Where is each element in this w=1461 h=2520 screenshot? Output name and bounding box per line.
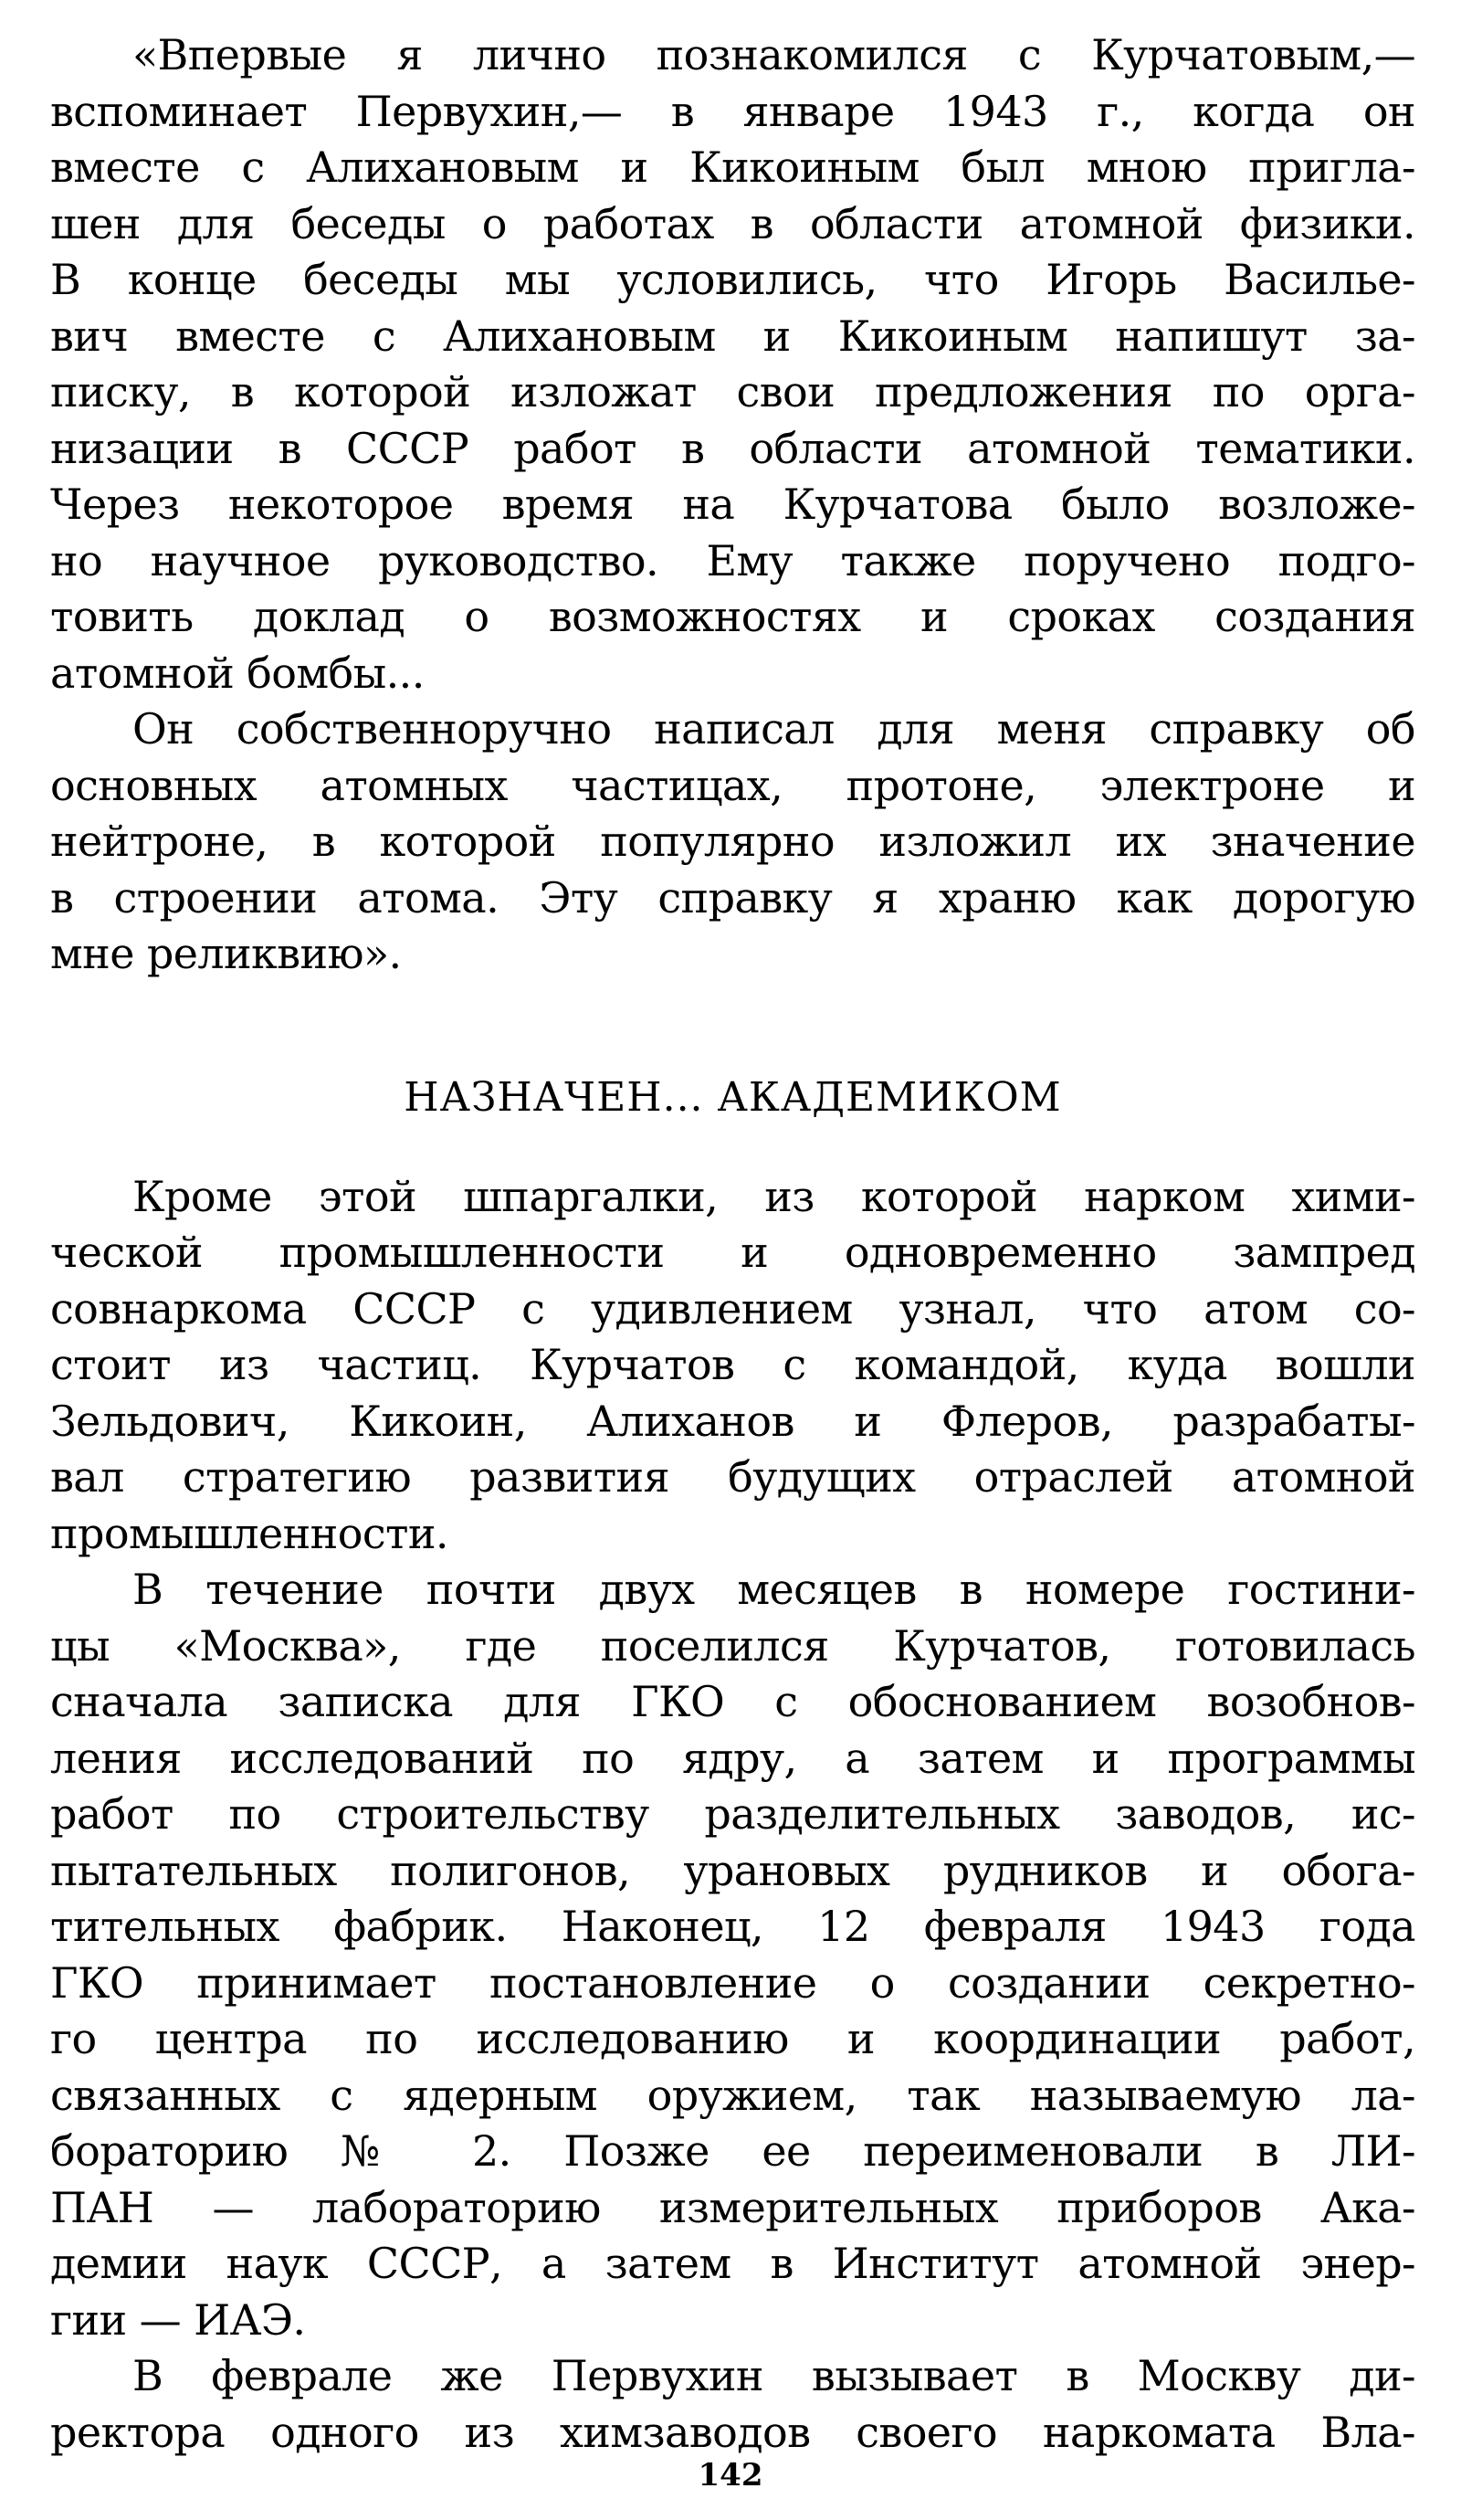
text-line: цы «Москва», где поселился Курчатов, готовилась <box>50 1620 1415 1671</box>
paragraph <box>50 27 1415 701</box>
text-line: работ по строительству разделительных заводов, ис- <box>50 1789 1415 1839</box>
paragraph <box>50 701 1415 983</box>
text-line: «Впервые я лично познакомился с Курчатовым,— <box>132 30 1415 79</box>
text-line: мне реликвию». <box>50 929 402 978</box>
paragraph <box>50 1562 1415 2348</box>
text-line: совнаркома СССР с удивлением узнал, что атом со- <box>50 1283 1415 1334</box>
text-line: Кроме этой шпаргалки, из которой нарком хими- <box>132 1171 1415 1221</box>
text-line: Зельдович, Кикоин, Алиханов и Флеров, разрабаты- <box>50 1396 1415 1446</box>
text-line: В конце беседы мы условились, что Игорь Василье- <box>50 255 1415 304</box>
text-line: основных атомных частицах, протоне, электроне и <box>50 760 1415 810</box>
text-line: В течение почти двух месяцев в номере гостини- <box>132 1565 1415 1614</box>
text-line: вич вместе с Алихановым и Кикоиным напишут за- <box>50 311 1415 361</box>
text-line: бораторию № 2. Позже ее переименовали в ЛИ- <box>50 2126 1415 2176</box>
text-line: нейтроне, в которой популярно изложил их значение <box>50 817 1415 866</box>
text-line: тительных фабрик. Наконец, 12 февраля 1943 года <box>50 1902 1415 1951</box>
section-heading: НАЗНАЧЕН... АКАДЕМИКОМ <box>404 1073 1062 1121</box>
text-line: ления исследований по ядру, а затем и программы <box>50 1733 1415 1783</box>
paragraph <box>50 2348 1415 2461</box>
text-line: Он собственноручно написал для меня справку об <box>132 704 1415 754</box>
text-line: в строении атома. Эту справку я храню как дорогую <box>50 872 1415 923</box>
text-line: шен для беседы о работах в области атомной физики. <box>50 198 1415 248</box>
text-line: ПАН — лабораторию измерительных приборов Ака- <box>50 2182 1415 2232</box>
text-line: но научное руководство. Ему также поручено подго- <box>50 535 1415 585</box>
page-number: 142 <box>698 2457 763 2494</box>
text-line: промышленности. <box>50 1508 448 1558</box>
text-line: вспоминает Первухин,— в январе 1943 г., когда он <box>50 86 1415 136</box>
text-line: го центра по исследованию и координации работ, <box>50 2014 1415 2063</box>
text-line: ГКО принимает постановление о создании секретно- <box>50 1957 1415 2008</box>
text-line: связанных с ядерным оружием, так называемую ла- <box>50 2070 1415 2120</box>
text-line: стоит из частиц. Курчатов с командой, куда вошли <box>50 1340 1415 1389</box>
bottom-text-block <box>50 1169 1415 2462</box>
text-line: вал стратегию развития будущих отраслей атомной <box>50 1452 1415 1502</box>
paragraph <box>50 1169 1415 1563</box>
text-line: товить доклад о возможностях и сроках создания <box>50 592 1415 641</box>
text-line: низации в СССР работ в области атомной тематики. <box>50 423 1415 473</box>
text-line: демии наук СССР, а затем в Институт атомной энер- <box>50 2239 1415 2288</box>
text-line: ческой промышленности и одновременно зампред <box>50 1228 1415 1277</box>
page-body <box>50 27 1415 2461</box>
text-line: В феврале же Первухин вызывает в Москву ди- <box>132 2351 1415 2400</box>
text-line: вместе с Алихановым и Кикоиным был мною пригла- <box>50 142 1415 192</box>
text-line: писку, в которой изложат свои предложения по орга- <box>50 367 1415 416</box>
text-line: атомной бомбы... <box>50 648 425 698</box>
top-text-block <box>50 27 1415 983</box>
text-line: пытательных полигонов, урановых рудников и обога- <box>50 1845 1415 1895</box>
text-line: Через некоторое время на Курчатова было возложе- <box>50 480 1415 529</box>
text-line: гии — ИАЭ. <box>50 2294 306 2345</box>
text-line: ректора одного из химзаводов своего наркомата Вла- <box>50 2407 1415 2457</box>
text-line: сначала записка для ГКО с обоснованием возобнов- <box>50 1677 1415 1726</box>
